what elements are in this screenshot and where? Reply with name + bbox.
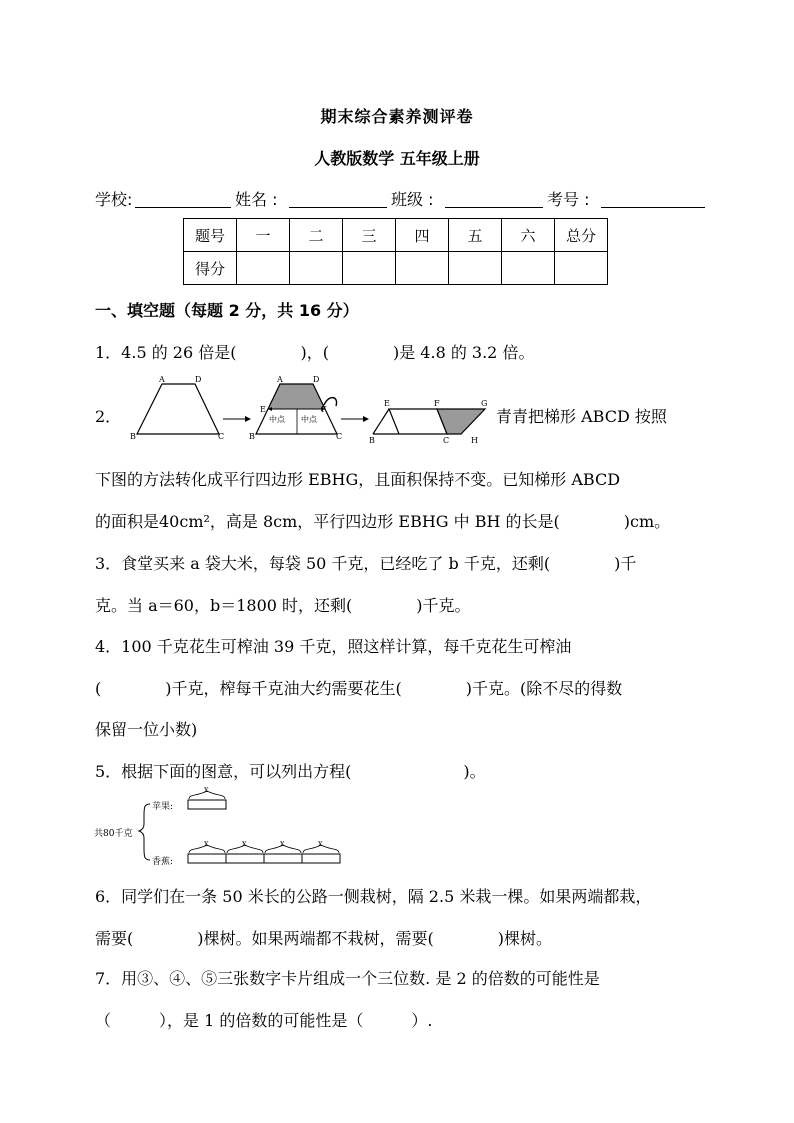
question-4-line-3: 保留一位小数) bbox=[95, 720, 198, 739]
question-2-text-c: 的面积是40cm²，高是 8cm，平行四边形 EBHG 中 BH 的长是( )cm。 bbox=[95, 512, 671, 531]
trapezoid-transformation-figure bbox=[125, 372, 495, 444]
score-cell: 总分 bbox=[555, 219, 608, 252]
label-d: D bbox=[195, 375, 202, 384]
score-table bbox=[183, 218, 608, 285]
score-cell: 二 bbox=[290, 219, 343, 252]
score-input-cell[interactable] bbox=[396, 252, 449, 285]
question-7-line-1: 7．用③、④、⑤三张数字卡片组成一个三位数. 是 2 的倍数的可能性是 bbox=[95, 969, 600, 988]
section-heading: 一、填空题（每题 2 分，共 16 分） bbox=[95, 301, 359, 320]
question-5: 5．根据下面的图意，可以列出方程( )。 bbox=[95, 762, 486, 781]
midpoint-label-1: 中点 bbox=[269, 415, 285, 424]
page-title: 期末综合素养测评卷 bbox=[320, 107, 474, 126]
score-input-cell[interactable] bbox=[502, 252, 555, 285]
exam-no-field[interactable] bbox=[601, 207, 705, 208]
score-table-score-row bbox=[184, 252, 608, 285]
class-label: 班级 : bbox=[391, 190, 434, 209]
banana-bar bbox=[302, 854, 340, 863]
question-4-line-1: 4．100 千克花生可榨油 39 千克，照这样计算，每千克花生可榨油 bbox=[95, 637, 572, 656]
label-b2: B bbox=[249, 432, 255, 441]
name-label: 姓名 : bbox=[235, 190, 278, 209]
question-3-line-2: 克。当 a＝60，b＝1800 时，还剩( )千克。 bbox=[95, 596, 471, 615]
name-field[interactable] bbox=[289, 207, 387, 208]
student-info-line bbox=[95, 187, 705, 211]
label-d2: D bbox=[313, 375, 320, 384]
apple-label: 苹果: bbox=[152, 802, 174, 812]
question-6-line-1: 6．同学们在一条 50 米长的公路一侧栽树，隔 2.5 米栽一棵。如果两端都栽， bbox=[95, 887, 652, 906]
brace-icon bbox=[139, 804, 150, 860]
score-input-cell[interactable] bbox=[449, 252, 502, 285]
score-table-header-row bbox=[184, 219, 608, 252]
question-2-text-a: 青青把梯形 ABCD 按照 bbox=[496, 407, 667, 426]
banana-label: 香蕉: bbox=[152, 857, 174, 866]
midpoint-label-2: 中点 bbox=[301, 415, 317, 424]
banana-x-label-3: x bbox=[280, 839, 285, 848]
label-f2: F bbox=[434, 399, 440, 408]
apple-x-label: x bbox=[204, 786, 209, 794]
score-cell: 得分 bbox=[184, 252, 237, 285]
question-4-line-2: ( )千克，榨每千克油大约需要花生( )千克。(除不尽的得数 bbox=[95, 679, 623, 698]
trapezoid-abcd bbox=[137, 384, 219, 434]
score-input-cell[interactable] bbox=[343, 252, 396, 285]
question-1: 1．4.5 的 26 倍是( )，( )是 4.8 的 3.2 倍。 bbox=[95, 343, 535, 362]
label-c3: C bbox=[443, 436, 450, 444]
label-c2: C bbox=[336, 432, 343, 441]
score-input-cell[interactable] bbox=[237, 252, 290, 285]
label-e2: E bbox=[384, 399, 390, 408]
apple-bar bbox=[188, 800, 226, 809]
score-input-cell[interactable] bbox=[290, 252, 343, 285]
banana-x-label-2: x bbox=[242, 839, 247, 848]
label-a2: A bbox=[277, 375, 283, 384]
question-2-number: 2． bbox=[95, 407, 122, 426]
score-cell: 题号 bbox=[184, 219, 237, 252]
exam-no-label: 考号 : bbox=[547, 190, 590, 209]
question-2-text-b: 下图的方法转化成平行四边形 EBHG，且面积保持不变。已知梯形 ABCD bbox=[95, 470, 621, 489]
school-label: 学校: bbox=[95, 190, 133, 209]
label-h: H bbox=[471, 436, 478, 444]
label-b3: B bbox=[369, 436, 375, 444]
arrow-icon bbox=[245, 416, 251, 422]
label-a: A bbox=[159, 375, 165, 384]
score-cell: 四 bbox=[396, 219, 449, 252]
question-7-line-2: （ ），是 1 的倍数的可能性是（ ）. bbox=[95, 1011, 433, 1030]
class-field[interactable] bbox=[445, 207, 543, 208]
question-6-line-2: 需要( )棵树。如果两端都不栽树，需要( )棵树。 bbox=[95, 929, 552, 948]
score-cell: 三 bbox=[343, 219, 396, 252]
label-b: B bbox=[130, 432, 136, 441]
school-field[interactable] bbox=[135, 207, 231, 208]
score-input-cell[interactable] bbox=[555, 252, 608, 285]
label-c: C bbox=[218, 432, 225, 441]
banana-x-label-4: x bbox=[318, 839, 323, 848]
label-g: G bbox=[481, 399, 488, 408]
fruit-weight-diagram bbox=[92, 786, 352, 866]
score-cell: 一 bbox=[237, 219, 290, 252]
label-f: F bbox=[321, 405, 327, 414]
score-cell: 五 bbox=[449, 219, 502, 252]
label-e: E bbox=[260, 405, 266, 414]
arrow-icon-2 bbox=[363, 416, 369, 422]
question-3-line-1: 3．食堂买来 a 袋大米，每袋 50 千克，已经吃了 b 千克，还剩( )千 bbox=[95, 554, 637, 573]
total-label: 共80千克 bbox=[94, 829, 133, 839]
score-cell: 六 bbox=[502, 219, 555, 252]
banana-x-label-1: x bbox=[204, 839, 209, 848]
page-subtitle: 人教版数学 五年级上册 bbox=[314, 149, 480, 168]
